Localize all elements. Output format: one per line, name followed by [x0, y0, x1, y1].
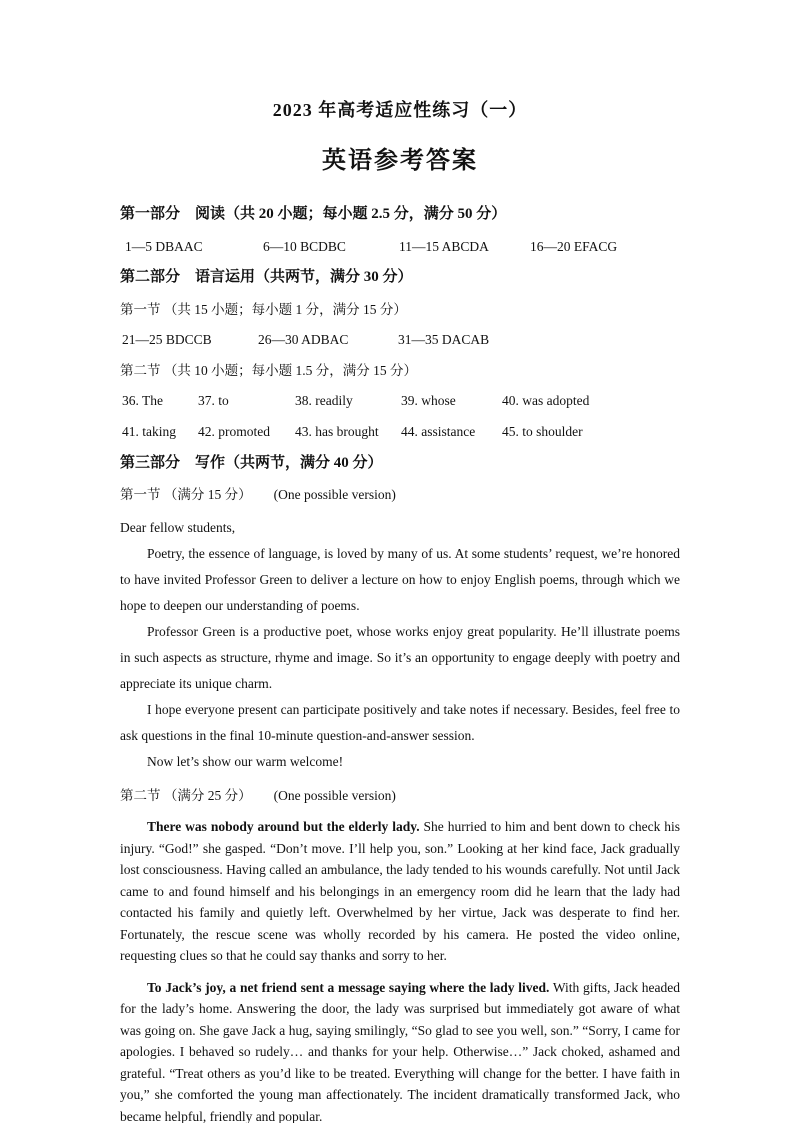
part2-section1-answers-row [120, 329, 680, 351]
story-paragraph-1-rest: She hurried to him and bent down to check his injury. “God!” she gasped. “Don’t move. I’ll help you, son.” Looking at her kind face, Jack gradually lost consciousness. Having called an ambulance, the lady tended to his wounds carefully. Not until Jack came to and found himself and his belongings in an emergency room did he learn that the lady had contacted his family and quietly left. Overwhelmed by her virtue, Jack was desperate to find her. Fortunately, the rescue scene was wholly recorded by his camera. He posted the video online, requesting clues so that he could say thanks and sorry to her. [120, 819, 680, 964]
part1-answers-row [120, 236, 680, 258]
part3-name: 写作（共两节，满分 40 分） [195, 454, 383, 471]
answer-group-11-15: 11—15 ABCDA [399, 238, 489, 254]
part3-section2-heading-text: 第二节 （满分 25 分） [120, 787, 252, 803]
answer-group-31-35: 31—35 DACAB [398, 332, 490, 348]
letter-paragraph-1: Poetry, the essence of language, is loved by many of us. At some students’ request, we’re honored to have invited Professor Green to deliver a lecture on how to enjoy English poems, through which we hope to deepen our understanding of poems. [120, 545, 680, 613]
letter-paragraph-2: Professor Green is a productive poet, whose works enjoy great popularity. He’ll illustrate poems in such aspects as structure, rhyme and image. So it’s an opportunity to engage deeply with poetry and appreciate its unique charm. [120, 623, 680, 691]
story-paragraph-2-rest: With gifts, Jack headed for the lady’s home. Answering the door, the lady was surprised but immediately got aware of what was going on. She gave Jack a hug, saying smilingly, “So glad to see you well, son.” “Sorry, I came for apologies. I behaved so rudely… and thanks for your help. Otherwise…” Jack choked, ashamed and grateful. “Treat others as you’d like to be treated. Everything will change for the better. I have faith in you,” she comforted the young man affectionately. The incident dramatically transformed Jack, who became helpful, friendly and popular. [120, 979, 680, 1123]
part3-section2-version-note: (One possible version) [273, 787, 396, 803]
answer-item-40: 40. was adopted [502, 393, 590, 409]
story-body [120, 816, 680, 1123]
answer-group-1-5: 1—5 DBAAC [125, 238, 203, 254]
part3-section1-version-note: (One possible version) [273, 487, 396, 503]
letter-salutation: Dear fellow students, [120, 519, 236, 535]
document-subtitle: 英语参考答案 [322, 148, 478, 174]
answer-item-39: 39. whose [401, 393, 456, 409]
part2-section2-heading: 第二节 （共 10 小题；每小题 1.5 分，满分 15 分） [120, 362, 417, 378]
part2-section2-answers-row1 [120, 390, 680, 412]
answer-item-41: 41. taking [122, 423, 176, 439]
part2-section1-heading: 第一节 （共 15 小题；每小题 1 分，满分 15 分） [120, 301, 407, 317]
part2-section2-answers-row2 [120, 421, 680, 443]
story-paragraph-1 [120, 816, 680, 967]
letter-paragraph-3: I hope everyone present can participate positively and take notes if necessary. Besides, feel free to ask questions in the final 10-minute question-and-answer session. [120, 701, 680, 743]
answer-item-44: 44. assistance [401, 423, 476, 439]
part3-section1-heading-text: 第一节 （满分 15 分） [120, 487, 252, 503]
story-paragraph-2-lead: To Jack’s joy, a net friend sent a message saying where the lady lived. [147, 979, 550, 995]
answer-group-16-20: 16—20 EFACG [530, 238, 618, 254]
part3-label: 第三部分 [120, 454, 181, 471]
answer-group-26-30: 26—30 ADBAC [258, 332, 349, 348]
answer-group-6-10: 6—10 BCDBC [263, 238, 346, 254]
part2-label: 第二部分 [120, 269, 181, 286]
answer-group-21-25: 21—25 BDCCB [122, 332, 212, 348]
answer-item-43: 43. has brought [295, 423, 379, 439]
answer-item-38: 38. readily [295, 393, 353, 409]
part1-heading [120, 203, 680, 226]
story-paragraph-1-lead: There was nobody around but the elderly lady. [147, 819, 420, 835]
answer-item-36: 36. The [122, 393, 163, 409]
story-paragraph-2 [120, 977, 680, 1123]
answer-item-37: 37. to [198, 393, 229, 409]
part2-name: 语言运用（共两节，满分 30 分） [195, 269, 413, 286]
part3-section2-heading [120, 785, 680, 807]
letter-body [120, 515, 680, 775]
part1-name: 阅读（共 20 小题；每小题 2.5 分，满分 50 分） [195, 206, 507, 222]
answer-item-45: 45. to shoulder [502, 423, 583, 439]
letter-closing-line: Now let’s show our warm welcome! [147, 753, 344, 769]
document-title: 2023 年高考适应性练习（一） [272, 100, 528, 120]
answer-item-42: 42. promoted [198, 423, 270, 439]
part3-section1-heading [120, 484, 680, 506]
part2-heading [120, 266, 680, 289]
part1-label: 第一部分 [120, 206, 181, 222]
part3-heading [120, 452, 680, 475]
